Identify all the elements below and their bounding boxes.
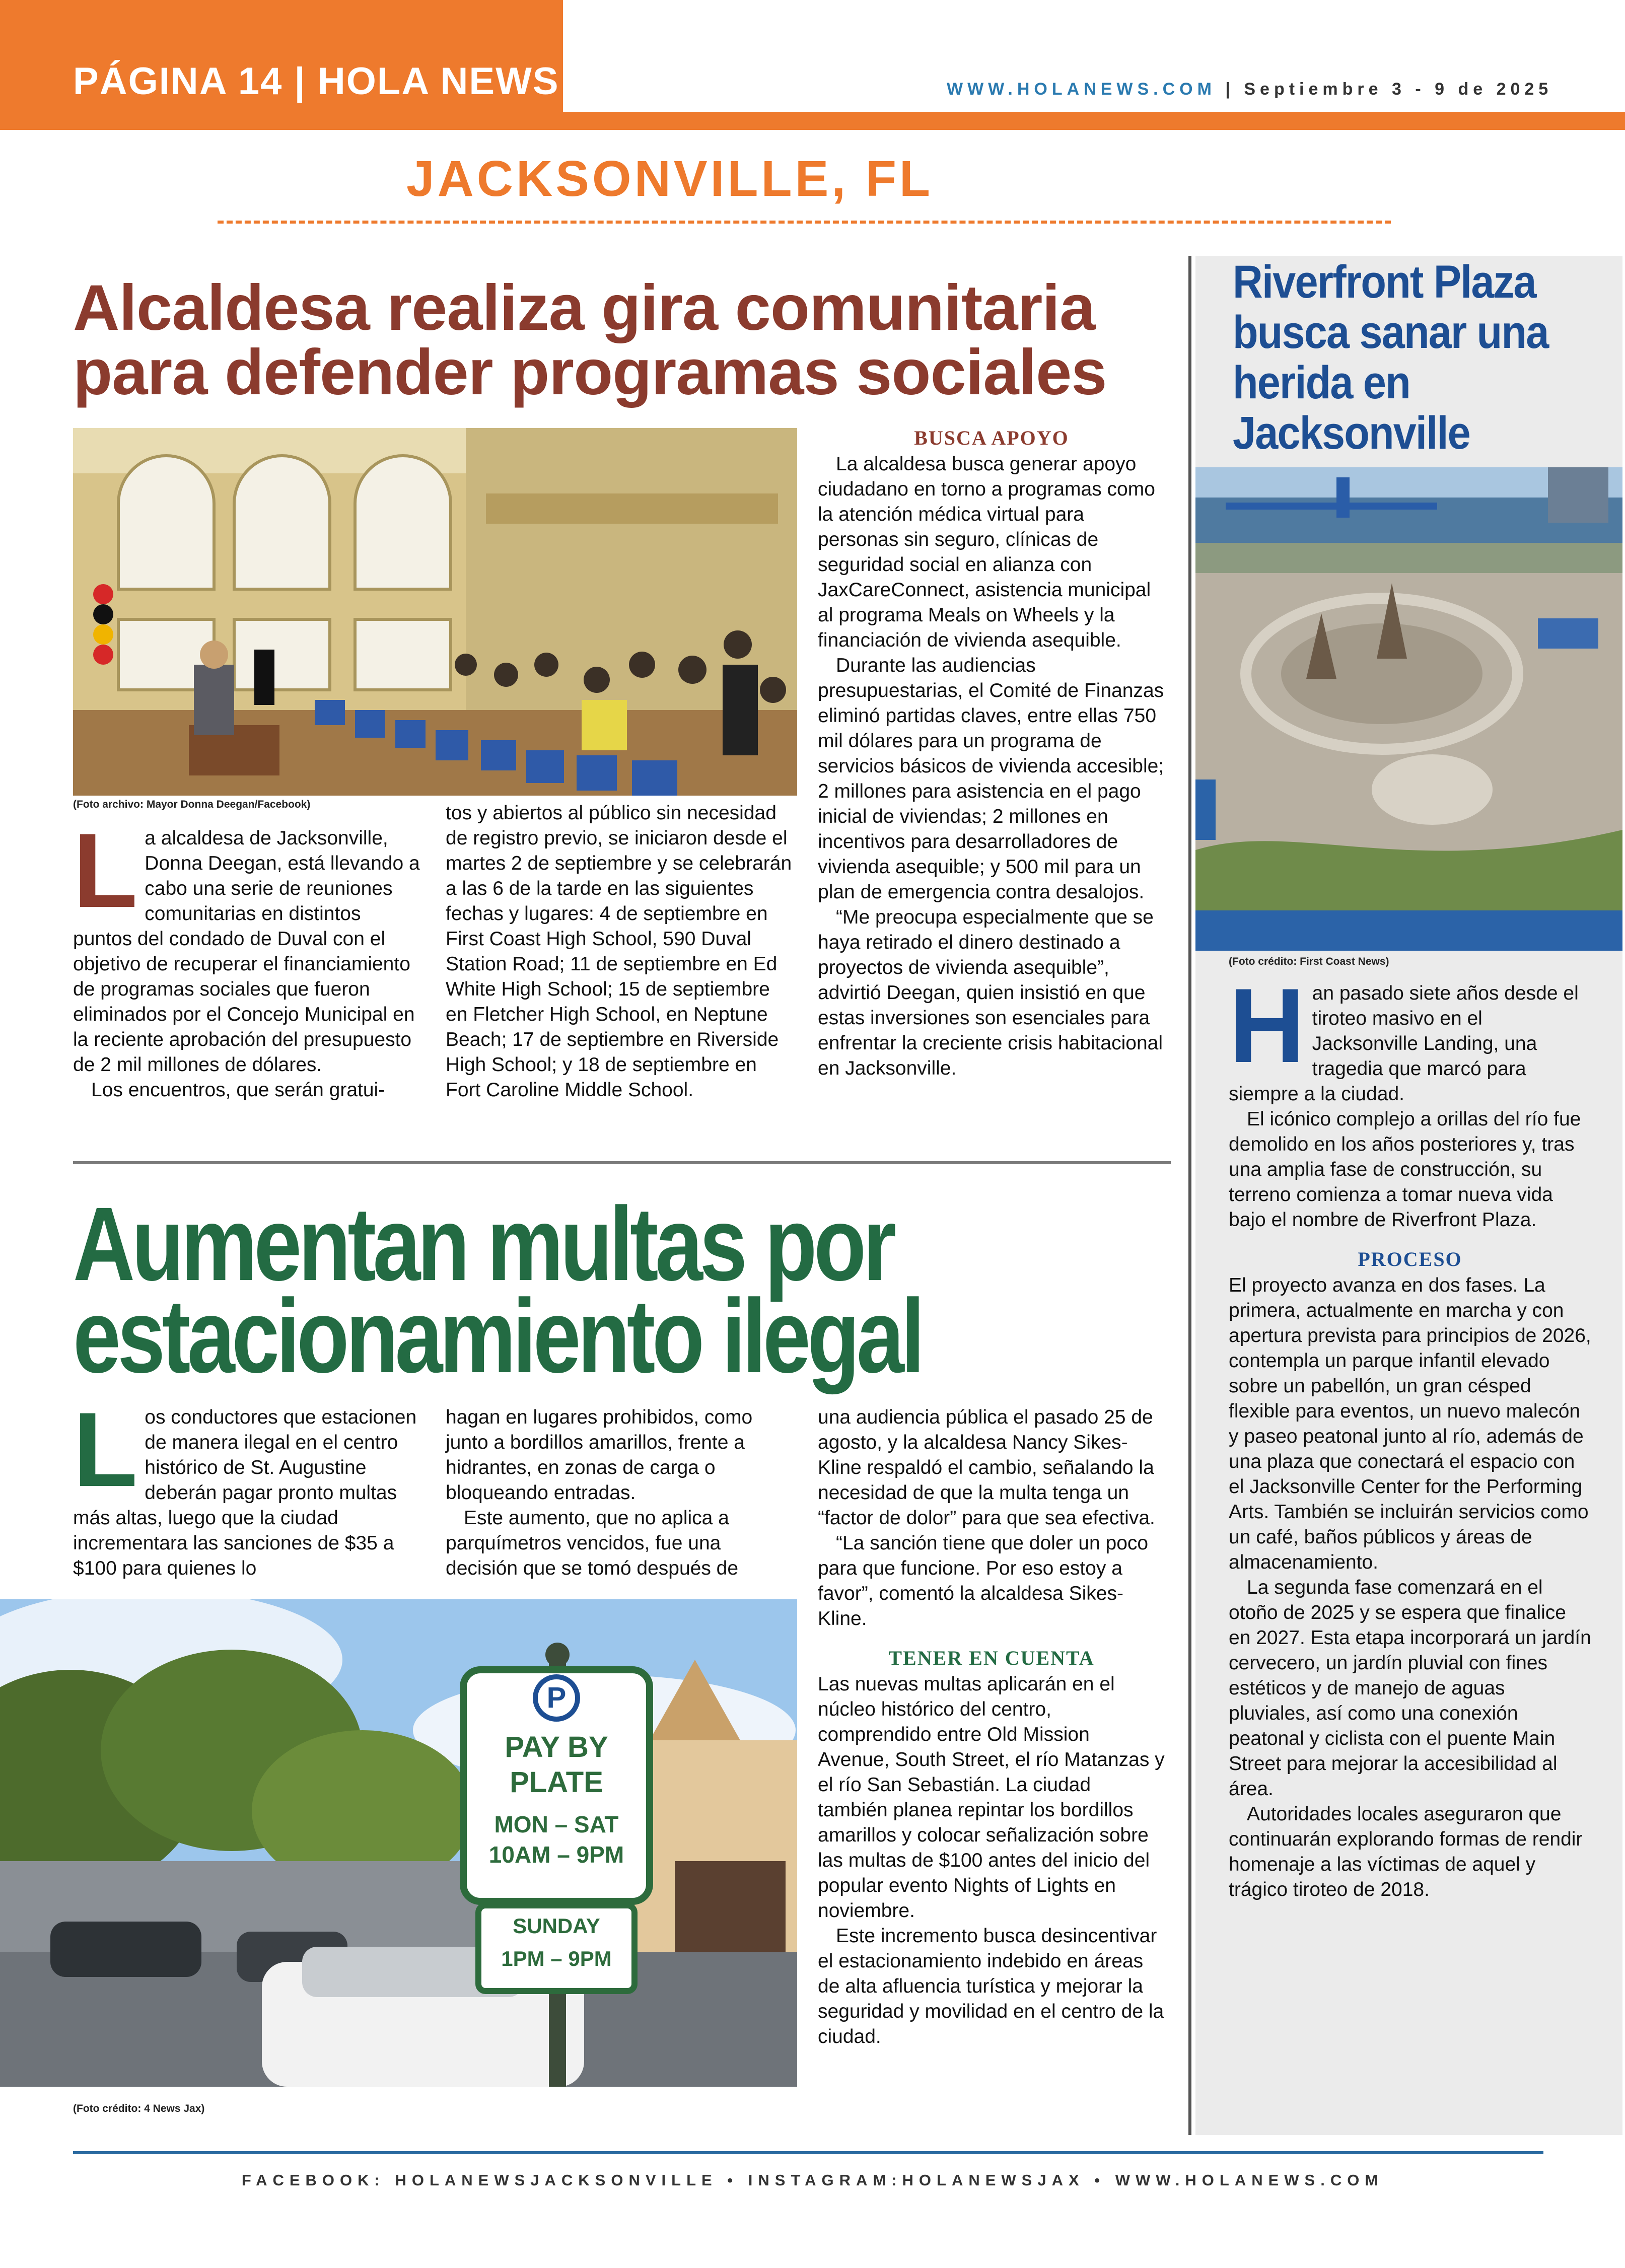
parking-sign-illustration — [0, 1599, 797, 2087]
article1-column1 — [73, 811, 420, 1103]
header-meta — [947, 80, 1552, 99]
sign-line5: SUNDAY — [513, 1914, 600, 1938]
article2-col2-p1: hagan en lugares prohibidos, como junto a bordillos amarillos, frente a hidrantes, en zonas de carga o bloqueando entradas. — [446, 1406, 753, 1504]
article2-subhead: TENER EN CUENTA — [888, 1647, 1095, 1669]
header-separator: | — [1225, 80, 1235, 99]
sidebar-rule — [1188, 256, 1191, 2135]
article1-photo-caption: (Foto archivo: Mayor Donna Deegan/Facebook) — [73, 799, 311, 810]
sign-line2: PLATE — [510, 1766, 603, 1799]
article2-col3-p4: Este incremento busca desincentivar el estacionamiento indebido en áreas de alta afluencia turística y mejorar la seguridad y movilidad en el centro de la ciudad. — [818, 1925, 1164, 2047]
footer-social: FACEBOOK: HOLANEWSJACKSONVILLE • INSTAGRAM:HOLANEWSJAX • WWW.HOLANEWS.COM — [241, 2171, 1384, 2189]
footer-rule — [73, 2151, 1543, 2154]
sidebar-body — [1229, 966, 1591, 1902]
article2-column2 — [446, 1405, 793, 1581]
article1-headline-line2: para defender programas sociales — [73, 336, 1107, 408]
article1-column3 — [818, 426, 1165, 1081]
sidebar-p5: Autoridades locales aseguraron que continuarán explorando formas de rendir homenaje a las víctimas de aquel y trágico tiroteo de 2018. — [1229, 1803, 1583, 1900]
article1-col3-p3: “Me preocupa especialmente que se haya retirado el dinero destinado a proyectos de vivienda asequible”, advirtió Deegan, quien insistió en que estas inversiones son esenciales para enfrentar la creciente crisis habitacional en Jacksonville. — [818, 906, 1163, 1079]
sidebar-photo-caption: (Foto crédito: First Coast News) — [1229, 956, 1389, 967]
article2-col3-p2: “La sanción tiene que doler un poco para que funcione. Por eso estoy a favor”, comentó la alcaldesa Sikes-Kline. — [818, 1532, 1149, 1629]
sign-line4: 10AM – 9PM — [488, 1841, 624, 1868]
article1-subhead: BUSCA APOYO — [914, 427, 1069, 449]
sidebar-photo — [1195, 467, 1622, 951]
section-title: JACKSONVILLE, FL — [406, 151, 934, 207]
article2-column3 — [818, 1405, 1165, 2049]
sidebar-p3: El proyecto avanza en dos fases. La primera, actualmente en marcha y con apertura prevista para principios de 2026, contempla un parque infantil elevado sobre un pabellón, un gran césped flexible para eventos, un nuevo malecón y paseo peatonal junto al río, además de una plaza que conectará el espacio con el Jacksonville Center for the Performing Arts. También se incluirán servicios como un café, baños públicos y áreas de almacenamiento. — [1229, 1274, 1591, 1573]
article2-col2-p2: Este aumento, que no aplica a parquímetros vencidos, fue una decisión que se tomó después de — [446, 1507, 739, 1579]
article1-photo — [73, 428, 797, 796]
article2-photo-caption: (Foto crédito: 4 News Jax) — [73, 2103, 205, 2114]
article-divider — [73, 1161, 1171, 1164]
article2-column1 — [73, 1390, 420, 1581]
sidebar-p2: El icónico complejo a orillas del río fue demolido en los años posteriores y, tras una amplia fase de construcción, su terreno comienza a tomar nueva vida bajo el nombre de Riverfront Plaza. — [1229, 1108, 1581, 1231]
article1-col1-p1: a alcaldesa de Jacksonville, Donna Deegan, está llevando a cabo una serie de reuniones comunitarias en distintos puntos del condado de Duval con el objetivo de recuperar el financiamiento de programas sociales que fueron eliminados por el Concejo Municipal en la reciente aprobación del presupuesto de 2 mil millones de dólares. — [73, 827, 420, 1076]
page-label: PÁGINA 14 | HOLA NEWS — [73, 60, 559, 103]
sidebar-headline: Riverfront Plaza busca sanar una herida en Jacksonville — [1233, 256, 1548, 459]
auditorium-illustration — [73, 428, 797, 796]
article1-headline — [73, 272, 1191, 408]
article2-photo — [0, 1599, 797, 2087]
article2-col3-p3: Las nuevas multas aplicarán en el núcleo histórico del centro, comprendido entre Old Mission Avenue, South Street, el río Matanzas y el río San Sebastián. La ciudad también planea repintar los bordillos amarillos y colocar señalización sobre las multas de $100 antes del inicio del popular evento Nights of Lights en noviembre. — [818, 1673, 1165, 1922]
article2-headline-line1: Aumentan multas por — [73, 1186, 893, 1303]
sidebar-dropcap: H — [1229, 966, 1305, 1085]
article1-col2-p1: tos y abiertos al público sin necesidad de registro previo, se iniciaron desde el martes 2 de septiembre y se celebrarán a las 6 de la tarde en las siguientes fechas y lugares: 4 de septiembre en First Coast High School, 590 Duval Station Road; 11 de septiembre en Ed White High School; 15 de septiembre en Fletcher High School, en Neptune Beach; 17 de septiembre en Riverside High School; y 18 de septiembre en Fort Caroline Middle School. — [446, 802, 792, 1101]
article2-col3-p1: una audiencia pública el pasado 25 de agosto, y la alcaldesa Nancy Sikes-Kline respaldó el cambio, señalando la necesidad de que la multa tenga un “factor de dolor” para que sea efectiva. — [818, 1406, 1155, 1529]
sign-line3: MON – SAT — [494, 1811, 619, 1837]
sidebar-subhead: PROCESO — [1358, 1248, 1462, 1270]
article2-headline — [73, 1186, 981, 1395]
article2-dropcap: L — [73, 1390, 138, 1509]
sidebar-p4: La segunda fase comenzará en el otoño de 2025 y se espera que finalice en 2027. Esta etapa incorporará un jardín cervecero, un jardín pluvial con fines estéticos y de manejo de aguas pluviales, así como una conexión peatonal y ciclista con el puente Main Street para mejorar la accesibilidad al área. — [1229, 1577, 1591, 1800]
article1-col1-p2: Los encuentros, que serán gratui- — [91, 1079, 385, 1101]
article1-dropcap: L — [73, 811, 138, 930]
sign-p-letter: P — [546, 1681, 567, 1714]
article1-col3-p1: La alcaldesa busca generar apoyo ciudadano en torno a programas como la atención médica virtual para personas sin seguro, clínicas de seguridad social en alianza con JaxCareConnect, asistencia municipal al programa Meals on Wheels y la financiación de vivienda asequible. — [818, 453, 1155, 651]
article1-column2 — [446, 801, 793, 1103]
header-bar — [0, 112, 1625, 130]
article1-headline-line1: Alcaldesa realiza gira comunitaria — [73, 272, 1095, 344]
sign-line1: PAY BY — [505, 1731, 608, 1763]
sidebar-p1: an pasado siete años desde el tiroteo masivo en el Jacksonville Landing, una tragedia que marcó para siempre a la ciudad. — [1229, 982, 1579, 1105]
article2-headline-line2: estacionamiento ilegal — [73, 1278, 922, 1395]
issue-date: Septiembre 3 - 9 de 2025 — [1244, 80, 1553, 99]
article1-col3-p2: Durante las audiencias presupuestarias, el Comité de Finanzas eliminó partidas claves, entre ellas 750 mil dólares para un programa de servicios básicos de vivienda accesible; 2 millones para asistencia en el pago inicial de viviendas; 2 millones en incentivos para desarrolladores de vivienda asequible; y 500 mil para un plan de emergencia contra desalojos. — [818, 655, 1164, 903]
sign-line6: 1PM – 9PM — [501, 1947, 612, 1970]
section-rule — [218, 221, 1391, 225]
article2-col1-p1: os conductores que estacionen de manera ilegal en el centro histórico de St. Augustine deberán pagar pronto multas más altas, luego que la ciudad incrementara las sanciones de $35 a $100 para quienes lo — [73, 1406, 417, 1579]
riverfront-construction-illustration — [1195, 467, 1622, 951]
website-link[interactable]: WWW.HOLANEWS.COM — [947, 80, 1216, 99]
